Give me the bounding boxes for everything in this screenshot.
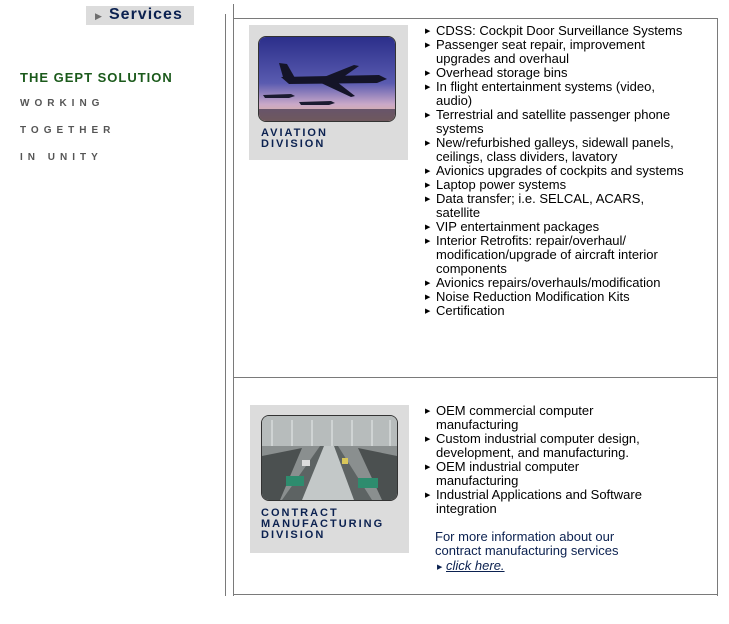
triangle-right-icon: ▶: [95, 11, 102, 21]
factory-photo: [261, 415, 398, 501]
list-item: ▶ Laptop power systems: [425, 178, 690, 192]
contract-division-title-1: CONTRACT: [261, 507, 339, 519]
divider-vertical-left: [225, 14, 226, 596]
list-item: ▶ Custom industrial computer design, development, and manufacturing.: [425, 432, 665, 460]
list-item: ▶ New/refurbished galleys, sidewall panels, ceilings, class dividers, lavatory: [425, 136, 690, 164]
list-item: ▶ In flight entertainment systems (video, audio): [425, 80, 690, 108]
aviation-services-list: [425, 24, 690, 318]
list-item: ▶ Interior Retrofits: repair/overhaul/ modification/upgrade of aircraft interior components: [425, 234, 690, 276]
motto-line-3: IN UNITY: [20, 152, 103, 163]
list-item: ▶ Industrial Applications and Software integration: [425, 488, 665, 516]
divider-bottom: [233, 594, 718, 595]
contract-division-title-2: MANUFACTURING: [261, 518, 385, 530]
aviation-photo: [258, 36, 396, 122]
list-item: ▶ Overhead storage bins: [425, 66, 690, 80]
motto-line-2: TOGETHER: [20, 125, 116, 136]
list-item: ▶ Data transfer; i.e. SELCAL, ACARS, satellite: [425, 192, 690, 220]
list-item: ▶ Terrestrial and satellite passenger phone systems: [425, 108, 690, 136]
divider-top: [233, 18, 718, 19]
motto-line-1: WORKING: [20, 98, 105, 109]
list-item: ▶ OEM industrial computer manufacturing: [425, 460, 665, 488]
tagline: THE GEPT SOLUTION: [20, 70, 173, 85]
list-item: ▶ CDSS: Cockpit Door Surveillance Systems: [425, 24, 690, 38]
divider-vertical-content-left: [233, 4, 234, 596]
list-item: ▶ OEM commercial computer manufacturing: [425, 404, 665, 432]
list-item: ▶ Passenger seat repair, improvement upgrades and overhaul: [425, 38, 690, 66]
list-item: ▶ Avionics repairs/overhauls/modification: [425, 276, 690, 290]
factory-image-icon: [262, 416, 397, 500]
click-here-link[interactable]: click here.: [446, 558, 505, 573]
triangle-right-icon: ▶: [437, 564, 443, 571]
aircraft-image-icon: [259, 37, 395, 121]
aviation-division-title-2: DIVISION: [261, 138, 326, 150]
services-label: Services: [109, 6, 183, 23]
list-item: ▶ VIP entertainment packages: [425, 220, 690, 234]
divider-vertical-content-right: [717, 18, 718, 596]
click-here-row: [437, 558, 505, 573]
divider-middle: [233, 377, 718, 378]
list-item: ▶ Noise Reduction Modification Kits: [425, 290, 690, 304]
contract-services-list: [425, 404, 665, 516]
aviation-division-title-1: AVIATION: [261, 127, 328, 139]
list-item: ▶ Certification: [425, 304, 690, 318]
services-tab[interactable]: [86, 6, 194, 25]
list-item: ▶ Avionics upgrades of cockpits and systems: [425, 164, 690, 178]
more-info-text: [435, 530, 619, 558]
more-info-line-2: contract manufacturing services: [435, 543, 619, 558]
contract-division-title-3: DIVISION: [261, 529, 326, 541]
more-info-line-1: For more information about our: [435, 529, 615, 544]
